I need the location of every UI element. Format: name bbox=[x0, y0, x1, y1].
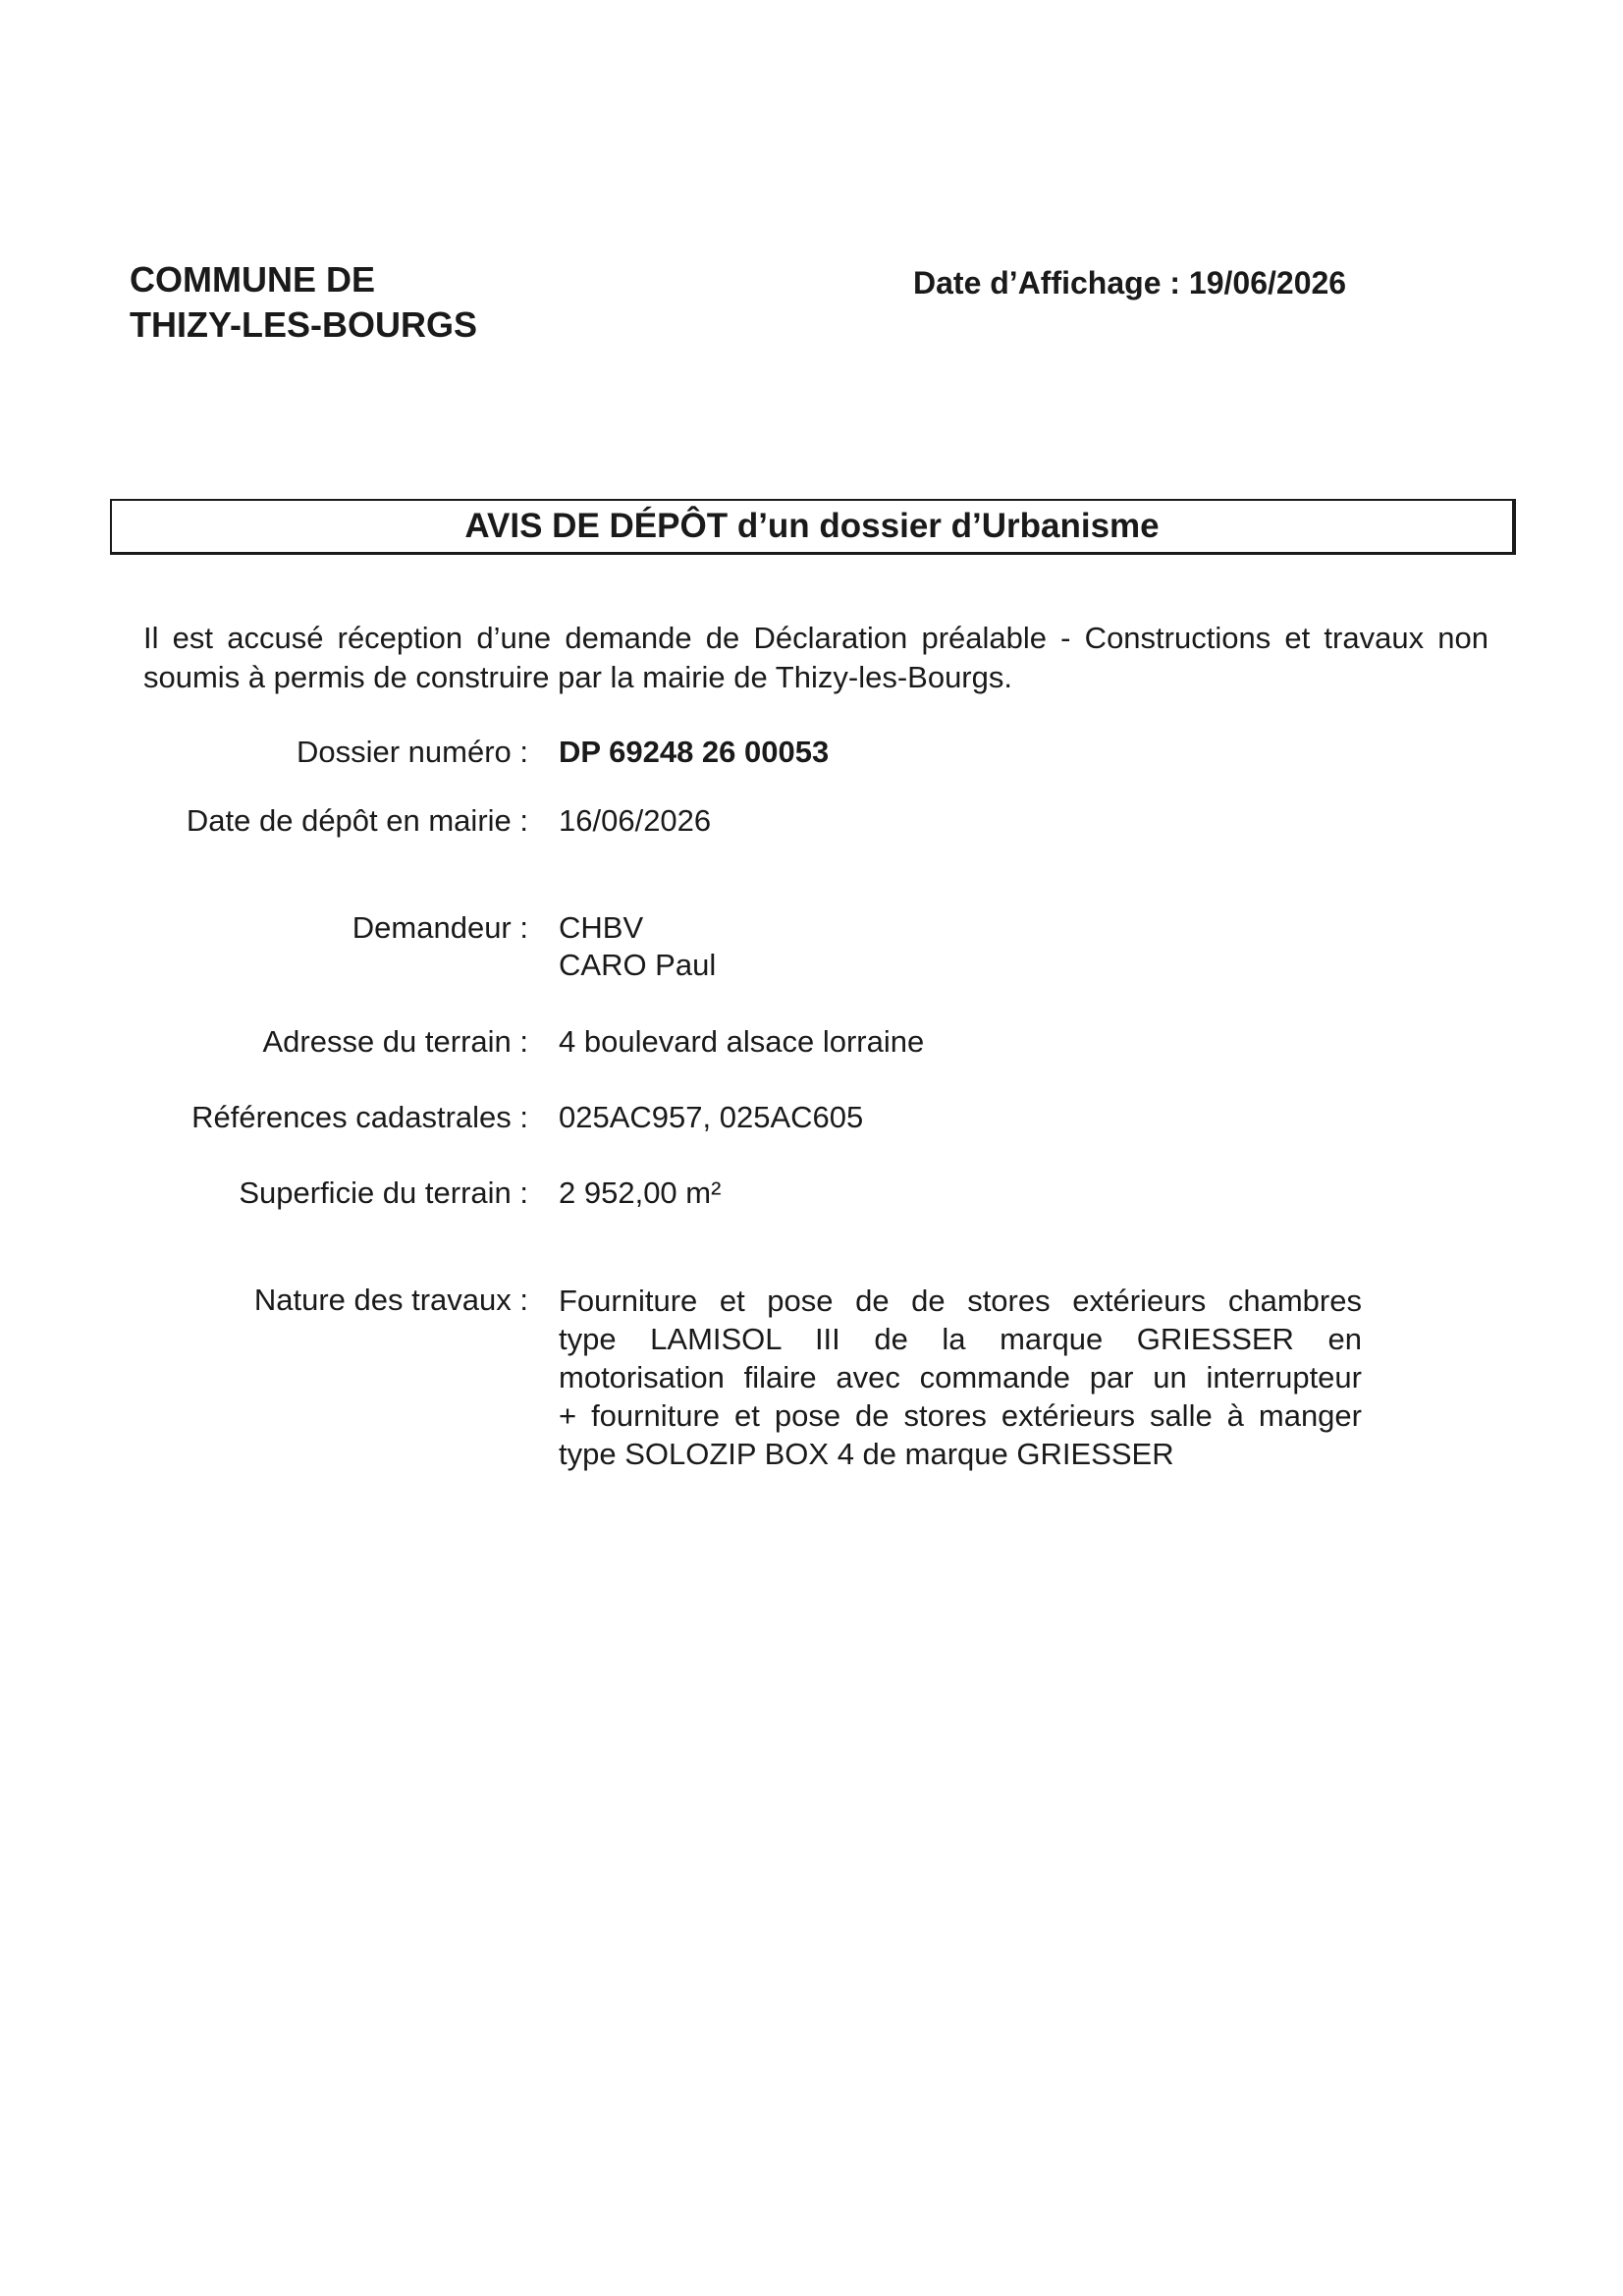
superficie-label: Superficie du terrain : bbox=[239, 1175, 528, 1210]
nature-line: type LAMISOL III de la marque GRIESSER en bbox=[559, 1322, 1362, 1356]
nature-value bbox=[559, 1282, 1362, 1473]
demandeur-line-2: CARO Paul bbox=[559, 948, 717, 982]
cadastre-value: 025AC957, 025AC605 bbox=[559, 1100, 864, 1134]
date-depot-label: Date de dépôt en mairie : bbox=[186, 803, 528, 838]
nature-line: Fourniture et pose de de stores extérieurs chambres bbox=[559, 1284, 1362, 1318]
nature-line: + fourniture et pose de stores extérieurs salle à manger bbox=[559, 1398, 1362, 1433]
commune-line-2: THIZY-LES-BOURGS bbox=[130, 304, 478, 345]
nature-label: Nature des travaux : bbox=[253, 1283, 528, 1317]
date-affichage: Date d’Affichage : 19/06/2026 bbox=[913, 265, 1347, 301]
demandeur-label: Demandeur : bbox=[352, 910, 528, 945]
nature-line: motorisation filaire avec commande par un interrupteur bbox=[559, 1360, 1362, 1394]
adresse-label: Adresse du terrain : bbox=[262, 1024, 528, 1059]
commune-line-1: COMMUNE DE bbox=[130, 259, 375, 300]
adresse-value: 4 boulevard alsace lorraine bbox=[559, 1024, 925, 1059]
dossier-value: DP 69248 26 00053 bbox=[559, 735, 830, 769]
date-depot-value: 16/06/2026 bbox=[559, 803, 712, 838]
superficie-value: 2 952,00 m² bbox=[559, 1175, 722, 1210]
nature-line: type SOLOZIP BOX 4 de marque GRIESSER bbox=[559, 1437, 1174, 1471]
demandeur-value bbox=[559, 909, 716, 984]
page-title: AVIS DE DÉPÔT d’un dossier d’Urbanisme bbox=[464, 507, 1160, 545]
cadastre-label: Références cadastrales : bbox=[191, 1100, 528, 1134]
commune-name bbox=[130, 257, 477, 348]
demandeur-line-1: CHBV bbox=[559, 910, 644, 945]
title-box bbox=[110, 499, 1516, 555]
dossier-label: Dossier numéro : bbox=[296, 735, 528, 769]
intro-paragraph: Il est accusé réception d’une demande de Déclaration préalable - Constructions et travaux non soumis à permis de construire par la mairie de Thizy-les-Bourgs. bbox=[143, 621, 1488, 694]
